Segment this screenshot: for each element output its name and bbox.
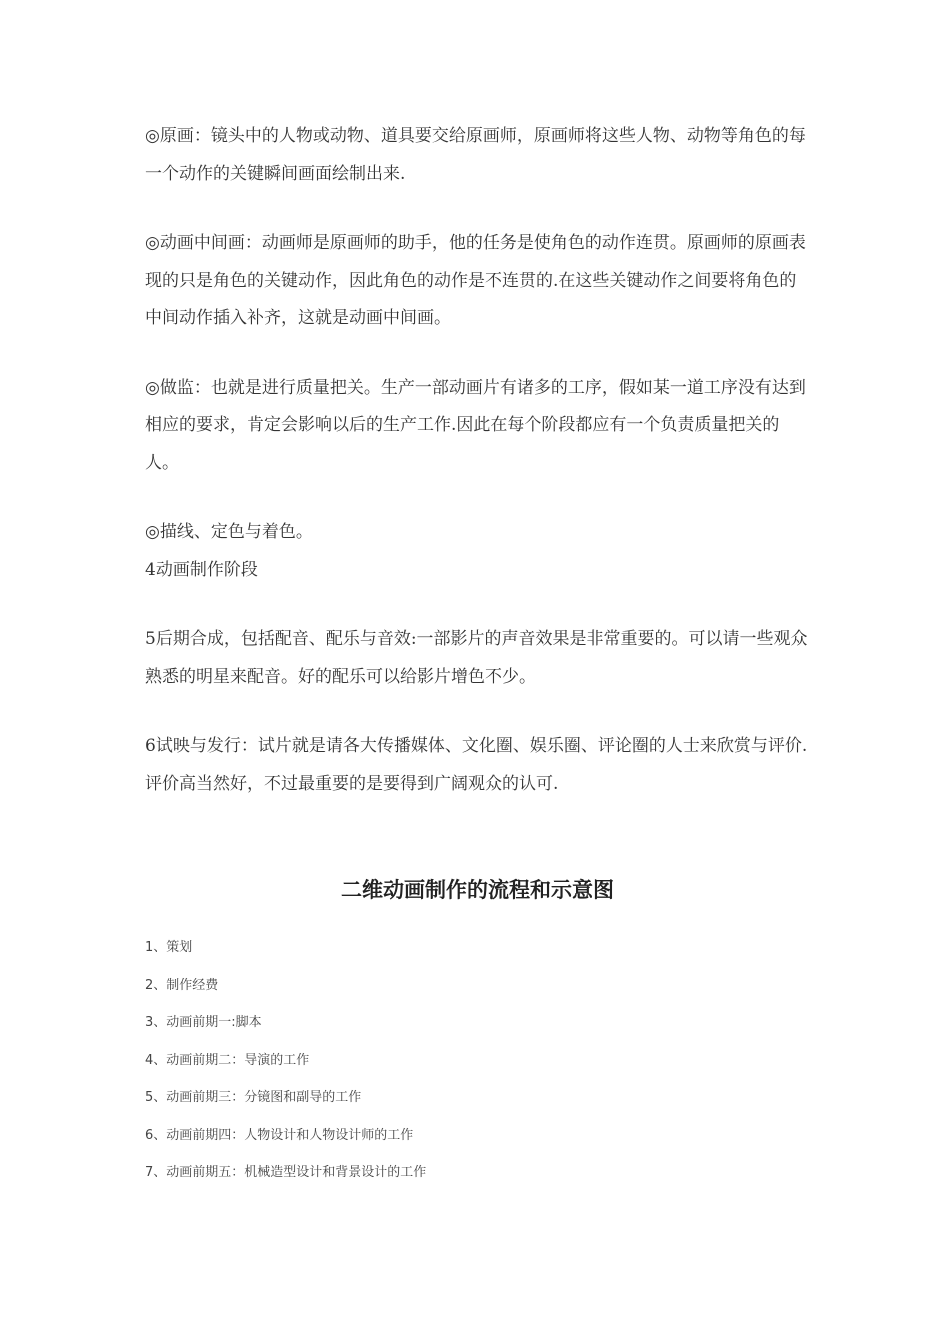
list-item: 5、动画前期三：分镜图和副导的工作	[145, 1090, 362, 1105]
paragraph-line-color: ◎描线、定色与着色。	[145, 522, 313, 542]
list-item: 6、动画前期四：人物设计和人物设计师的工作	[145, 1127, 414, 1143]
list-item: 3、动画前期一:脚本	[145, 1015, 262, 1030]
paragraph-release: 6试映与发行：试片就是请各大传播媒体、文化圈、娱乐圈、评论圈的人士来欣赏与评价.评价高当然好，不过最重要的是要得到广阔观众的认可.	[145, 736, 808, 794]
list-item: 4、动画前期二：导演的工作	[145, 1052, 310, 1068]
document-page	[145, 118, 810, 1180]
list-item: 7、动画前期五：机械造型设计和背景设计的工作	[145, 1165, 427, 1180]
paragraph-production-stage: 4动画制作阶段	[145, 559, 258, 580]
section-heading: 二维动画制作的流程和示意图	[341, 878, 614, 902]
paragraph-original-drawing: ◎原画：镜头中的人物或动物、道具要交给原画师，原画师将这些人物、动物等角色的每一个动作的关键瞬间画面绘制出来.	[145, 126, 806, 184]
steps-list	[145, 936, 810, 1199]
paragraph-inbetween: ◎动画中间画：动画师是原画师的助手，他的任务是使角色的动作连贯。原画师的原画表现的只是角色的关键动作，因此角色的动作是不连贯的.在这些关键动作之间要将角色的中间动作插入补齐，这就是动画中间画。	[145, 233, 806, 328]
paragraph-supervision: ◎做监：也就是进行质量把关。生产一部动画片有诸多的工序，假如某一道工序没有达到相应的要求，肯定会影响以后的生产工作.因此在每个阶段都应有一个负责质量把关的人。	[145, 377, 806, 473]
paragraph-post-production: 5后期合成，包括配音、配乐与音效:一部影片的声音效果是非常重要的。可以请一些观众熟悉的明星来配音。好的配乐可以给影片增色不少。	[145, 629, 808, 687]
list-item: 1、策划	[145, 940, 193, 955]
list-item: 2、制作经费	[145, 977, 219, 993]
